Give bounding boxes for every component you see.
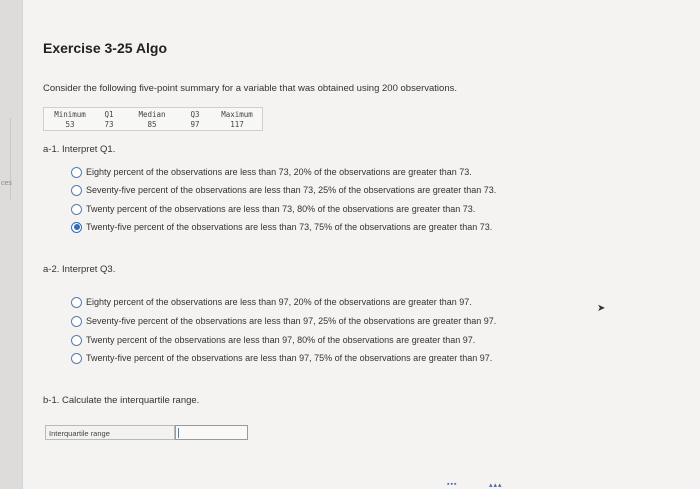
summary-value: 53 [65,120,75,129]
a1-option-0[interactable] [71,165,472,179]
left-side-strip [0,0,22,489]
question-intro: Consider the following five-point summary for a variable that was obtained using 200 observations. [43,83,458,94]
five-point-summary-table [43,107,263,131]
interquartile-range-label: Interquartile range [45,425,175,440]
summary-value: 117 [230,120,244,129]
text-caret [178,428,179,438]
summary-col-q3 [182,110,208,129]
radio-button[interactable] [71,204,82,215]
summary-value: 85 [147,120,157,129]
question-panel [22,0,700,489]
radio-button[interactable] [71,185,82,196]
radio-button-selected[interactable] [71,222,82,233]
option-text: Eighty percent of the observations are less than 73, 20% of the observations are greater than 73. [86,167,472,177]
pointer-cursor-icon: ➤ [597,303,606,314]
option-text: Eighty percent of the observations are less than 97, 20% of the observations are greater than 97. [86,297,472,307]
a1-option-1[interactable] [71,183,496,197]
option-text: Seventy-five percent of the observations are less than 73, 25% of the observations are greater than 73. [86,185,497,195]
side-bracket [0,118,11,200]
question-a1-label: a-1. Interpret Q1. [43,144,116,155]
a2-option-0[interactable] [71,295,472,309]
summary-header: Q1 [104,110,114,119]
a2-option-3[interactable] [71,351,492,365]
summary-header: Maximum [221,110,253,119]
radio-button[interactable] [71,297,82,308]
summary-col-q1 [96,110,122,129]
question-b1-label: b-1. Calculate the interquartile range. [43,395,200,406]
exercise-title: Exercise 3-25 Algo [43,40,167,56]
summary-col-maximum [216,110,258,129]
bottom-nav-icon[interactable]: ▴▴▴ [489,482,503,489]
option-text: Twenty percent of the observations are less than 97, 80% of the observations are greater than 97. [86,335,476,345]
interquartile-range-row [45,425,248,441]
interquartile-range-input[interactable] [175,425,248,440]
radio-button[interactable] [71,316,82,327]
radio-button[interactable] [71,335,82,346]
radio-button[interactable] [71,353,82,364]
option-text: Twenty percent of the observations are less than 73, 80% of the observations are greater than 73. [86,204,476,214]
summary-value: 73 [104,120,114,129]
summary-col-minimum [50,110,90,129]
summary-header: Minimum [54,110,86,119]
a1-option-2[interactable] [71,202,475,216]
a1-option-3[interactable] [71,220,492,234]
option-text: Seventy-five percent of the observations are less than 97, 25% of the observations are greater than 97. [86,316,497,326]
a2-option-1[interactable] [71,314,496,328]
side-tab-label[interactable]: ces [1,180,12,187]
summary-value: 97 [190,120,200,129]
a2-option-2[interactable] [71,333,475,347]
summary-header: Q3 [190,110,200,119]
bottom-nav-icon[interactable]: ▪▪▪ [447,481,458,488]
summary-col-median [132,110,172,129]
option-text: Twenty-five percent of the observations are less than 73, 75% of the observations are greater than 73. [86,222,493,232]
question-a2-label: a-2. Interpret Q3. [43,264,116,275]
radio-button[interactable] [71,167,82,178]
summary-header: Median [138,110,166,119]
option-text: Twenty-five percent of the observations are less than 97, 75% of the observations are greater than 97. [86,353,493,363]
